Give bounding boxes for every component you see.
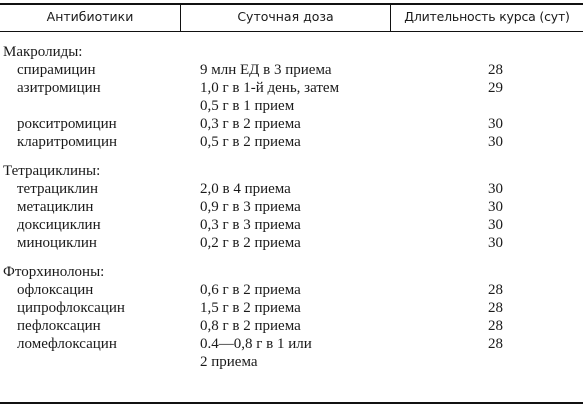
table-row (0, 234, 583, 252)
drug-name: офлоксацин (17, 282, 94, 298)
course-duration: 30 (488, 181, 503, 197)
table-row (0, 61, 583, 79)
dose-line: 9 млн ЕД в 3 приема (200, 62, 332, 78)
group-title: Макролиды: (3, 44, 83, 60)
drug-name: спирамицин (17, 62, 96, 78)
drug-name: кларитромицин (17, 134, 118, 150)
course-duration: 28 (488, 300, 503, 316)
table-row (0, 281, 583, 299)
course-duration: 28 (488, 336, 503, 352)
drug-name: доксициклин (17, 217, 101, 233)
header-antibiotics: Антибиотики (46, 9, 134, 24)
daily-dose (197, 61, 402, 79)
drug-name: пефлоксацин (17, 318, 101, 334)
table-row (0, 317, 583, 335)
daily-dose (197, 335, 402, 371)
daily-dose (197, 234, 402, 252)
dose-line: 1,5 г в 2 приема (200, 300, 301, 316)
daily-dose (197, 133, 402, 151)
dose-line: 0,6 г в 2 приема (200, 282, 301, 298)
table-bottom-rule (0, 402, 583, 404)
dose-line: 0,5 г в 2 приема (200, 134, 301, 150)
group-title: Тетрациклины: (3, 163, 101, 179)
dose-line: 2,0 в 4 приема (200, 181, 291, 197)
daily-dose (197, 216, 402, 234)
table-row (0, 115, 583, 133)
table-row (0, 198, 583, 216)
dose-line: 0,8 г в 2 приема (200, 318, 301, 334)
dose-line: 0.4—0,8 г в 1 или (200, 336, 312, 352)
course-duration: 29 (488, 80, 503, 96)
table-body (0, 43, 583, 382)
course-duration: 30 (488, 199, 503, 215)
course-duration: 28 (488, 318, 503, 334)
course-duration: 30 (488, 235, 503, 251)
drug-group (0, 162, 583, 252)
drug-group (0, 43, 583, 151)
daily-dose (197, 281, 402, 299)
table-row (0, 79, 583, 115)
header-column-divider (390, 4, 391, 32)
table-top-rule (0, 3, 583, 5)
dose-line: 0,9 г в 3 приема (200, 199, 301, 215)
header-course-duration: Длительность курса (сут) (404, 9, 570, 24)
drug-name: азитромицин (17, 80, 101, 96)
drug-name: рокситромицин (17, 116, 117, 132)
course-duration: 28 (488, 62, 503, 78)
drug-name: метациклин (17, 199, 94, 215)
drug-name: ципрофлоксацин (17, 300, 125, 316)
header-bottom-rule (0, 31, 583, 32)
group-title: Фторхинолоны: (3, 264, 105, 280)
table-row (0, 299, 583, 317)
dose-line: 0,3 г в 3 приема (200, 217, 301, 233)
dose-line: 1,0 г в 1-й день, затем (200, 80, 340, 96)
drug-name: ломефлоксацин (17, 336, 117, 352)
course-duration: 30 (488, 217, 503, 233)
table-row (0, 216, 583, 234)
daily-dose (197, 198, 402, 216)
course-duration: 30 (488, 116, 503, 132)
course-duration: 28 (488, 282, 503, 298)
course-duration: 30 (488, 134, 503, 150)
table-row (0, 180, 583, 198)
drug-group (0, 263, 583, 371)
daily-dose (197, 79, 402, 115)
daily-dose (197, 180, 402, 198)
dose-line: 0,2 г в 2 приема (200, 235, 301, 251)
table-row (0, 335, 583, 371)
drug-name: миноциклин (17, 235, 97, 251)
drug-name: тетрациклин (17, 181, 98, 197)
daily-dose (197, 115, 402, 133)
table-row (0, 133, 583, 151)
daily-dose (197, 317, 402, 335)
dose-line: 2 приема (200, 354, 258, 370)
header-daily-dose: Суточная доза (237, 9, 334, 24)
daily-dose (197, 299, 402, 317)
dose-line: 0,5 г в 1 прием (200, 98, 295, 114)
dose-line: 0,3 г в 2 приема (200, 116, 301, 132)
